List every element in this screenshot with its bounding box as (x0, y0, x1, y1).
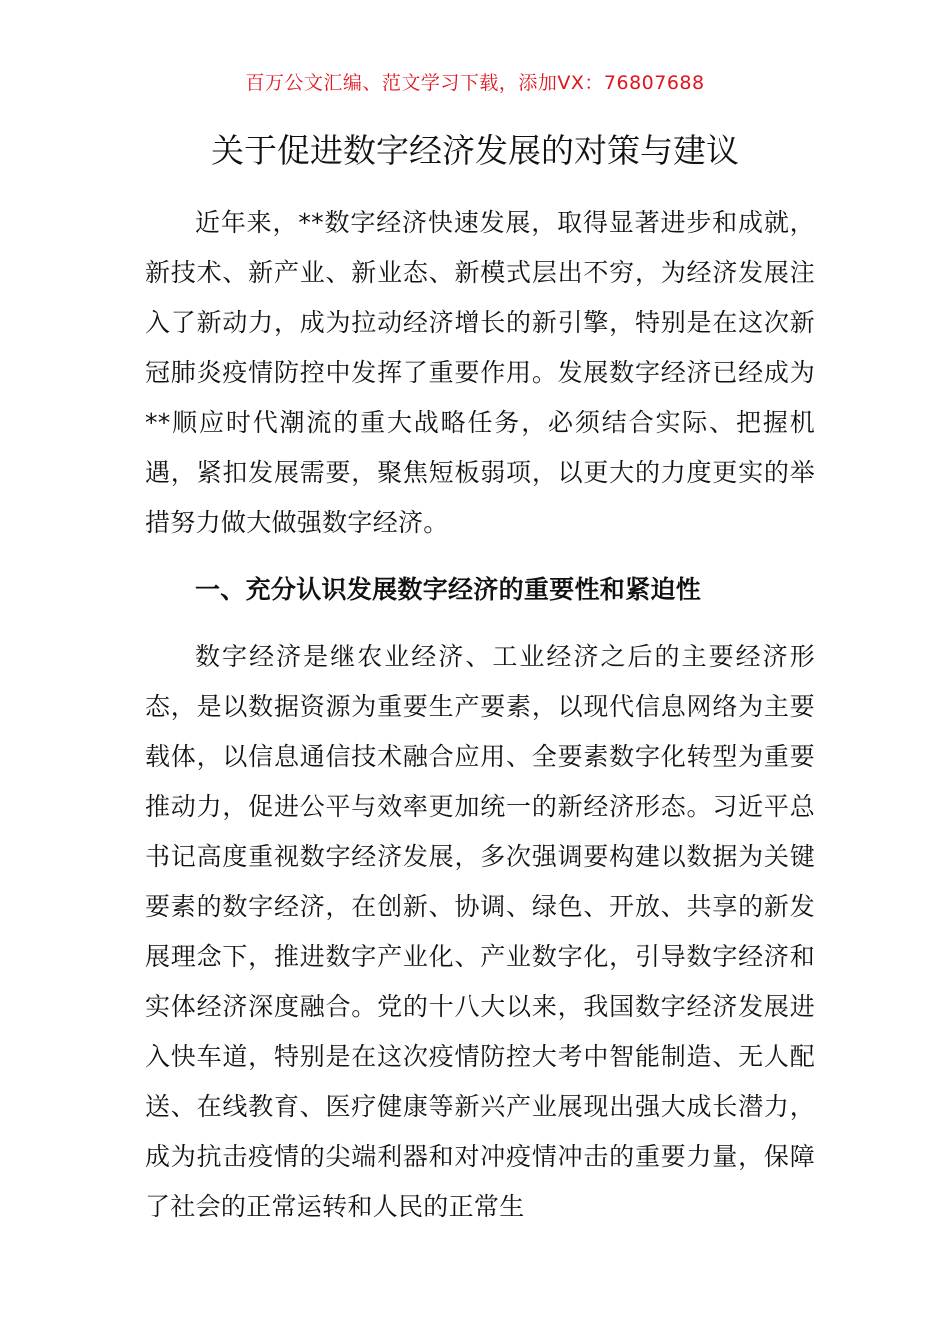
page-title: 关于促进数字经济发展的对策与建议 (211, 131, 739, 170)
section-1-paragraph: 数字经济是继农业经济、工业经济之后的主要经济形态，是以数据资源为重要生产要素，以现代信息网络为主要载体，以信息通信技术融合应用、全要素数字化转型为重要推动力，促进公平与效率更加统一的新经济形态。习近平总书记高度重视数字经济发展，多次强调要构建以数据为关键要素的数字经济，在创新、协调、绿色、开放、共享的新发展理念下，推进数字产业化、产业数字化，引导数字经济和实体经济深度融合。党的十八大以来，我国数字经济发展进入快车道，特别是在这次疫情防控大考中智能制造、无人配送、在线教育、医疗健康等新兴产业展现出强大成长潜力，成为抗击疫情的尖端利器和对冲疫情冲击的重要力量，保障了社会的正常运转和人民的正常生 (145, 642, 815, 1221)
document-body (145, 198, 815, 1232)
section-heading-1: 一、充分认识发展数字经济的重要性和紧迫性 (195, 575, 702, 604)
intro-paragraph: 近年来，**数字经济快速发展，取得显著进步和成就，新技术、新产业、新业态、新模式层出不穷，为经济发展注入了新动力，成为拉动经济增长的新引擎，特别是在这次新冠肺炎疫情防控中发挥了重要作用。发展数字经济已经成为**顺应时代潮流的重大战略任务，必须结合实际、把握机遇，紧扣发展需要，聚焦短板弱项，以更大的力度更实的举措努力做大做强数字经济。 (145, 208, 815, 537)
header-note: 百万公文汇编、范文学习下载，添加VX：76807688 (245, 72, 705, 94)
